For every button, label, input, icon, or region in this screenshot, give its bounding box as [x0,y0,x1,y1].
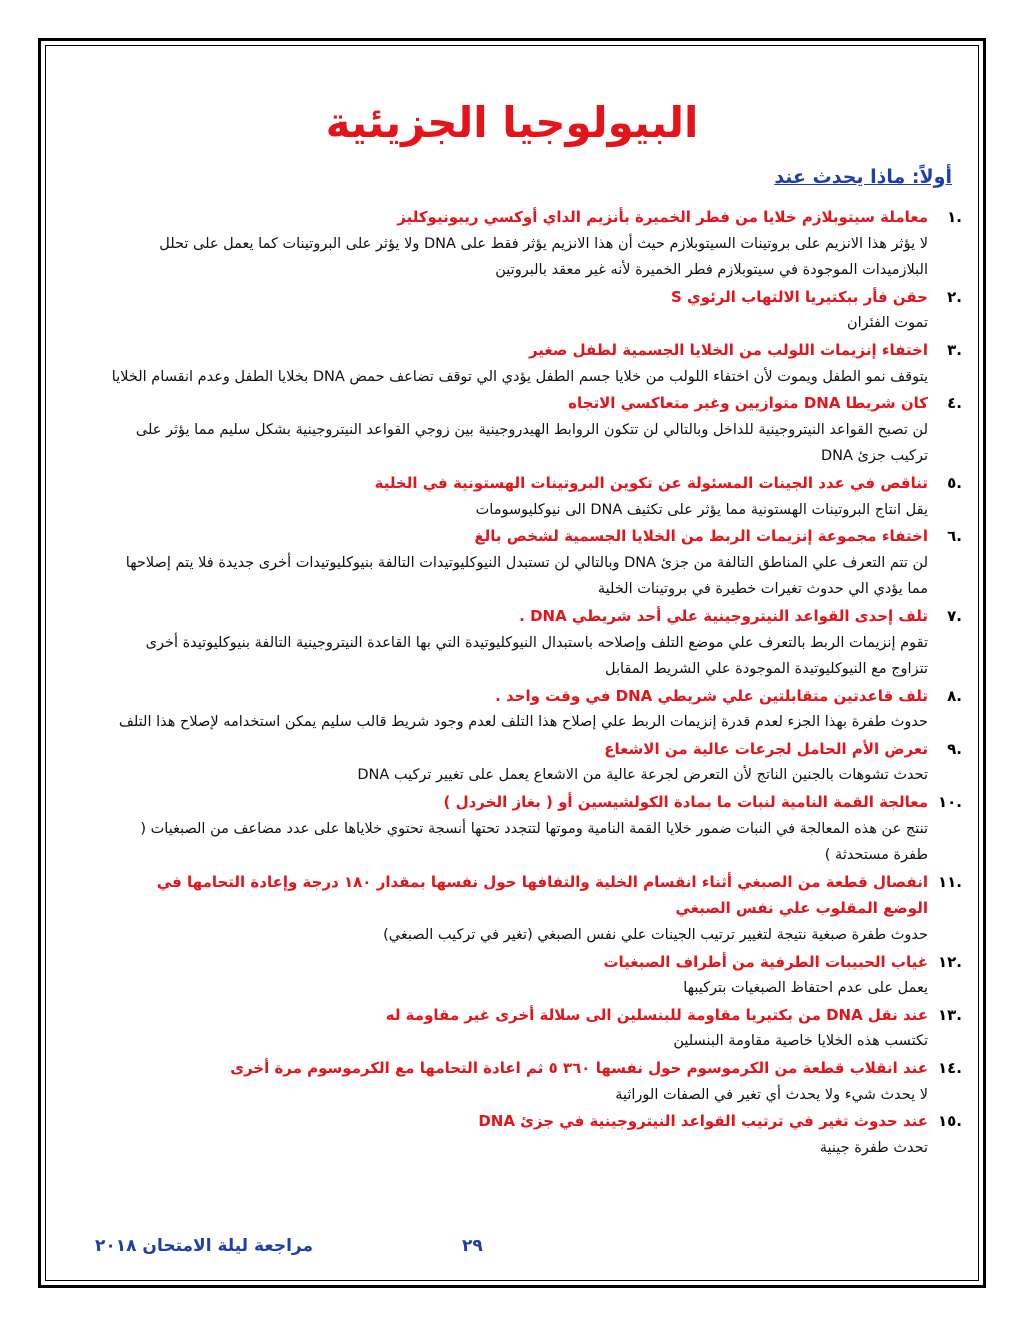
page-title: البيولوجيا الجزيئية [325,98,699,147]
item-question-row [110,949,962,976]
item-question-row [110,470,962,497]
list-item [110,683,962,736]
item-question-row [110,523,962,550]
item-answer: لن تصبح القواعد النيتروجينية للداخل وبالتالي لن تتكون الروابط الهيدروجينية بين زوجي القواعد النيتروجينية بشكل سليم مما يؤثر على تركيب جزئ DNA [135,421,928,465]
list-item [110,390,962,470]
item-number: .٤ [947,394,962,413]
item-question-row [110,1002,962,1029]
item-number: .٦ [947,527,962,546]
item-question-row [110,683,962,710]
item-number: .٢ [947,287,962,306]
item-number: .١٣ [937,1005,962,1024]
item-answer: يعمل على عدم احتفاظ الصبغيات بتركيبها [683,980,928,997]
item-answer: يقل انتاج البروتينات الهستونية مما يؤثر على تكثيف DNA الى نيوكليوسومات [475,501,928,518]
item-question: كان شريطا DNA متوازيين وغير متعاكسي الاتجاه [568,394,928,413]
list-item [110,603,962,683]
item-question: تناقص في عدد الجينات المسئولة عن تكوين البروتينات الهستونية في الخلية [374,473,928,492]
item-answer: حدوث طفرة صبغية نتيجة لتغيير ترتيب الجينات علي نفس الصبغي (تغير في تركيب الصبغي) [383,927,928,944]
list-item [110,949,962,1002]
item-question-row [110,869,962,922]
item-answer: تقوم إنزيمات الربط بالتعرف علي موضع التلف وإصلاحه باستبدال النيوكليوتيدة التي بها القاعدة النيتروجينية التالفة بنيوكليوتيدة أخرى تتزاوج مع النيوكليوتيدة الموجودة علي الشريط المقابل [145,634,928,678]
item-question: تعرض الأم الحامل لجرعات عالية من الاشعاع [604,739,928,758]
item-number: .١٠ [937,793,962,812]
item-answer: يتوقف نمو الطفل ويموت لأن اختفاء اللولب من خلايا جسم الطفل يؤدي الي توقف تضاعف حمض DNA بخلايا الطفل وعدم انقسام الخلايا [111,368,928,385]
item-question-row [110,1055,962,1082]
item-number: .٩ [947,739,962,758]
item-question: عند انقلاب قطعة من الكرموسوم حول نفسها ٣٦٠ ٥ ثم اعادة التحامها مع الكرموسوم مرة أخرى [230,1059,928,1077]
item-answer: لا يحدث شيء ولا يحدث أي تغير في الصفات الوراثية [615,1086,928,1103]
item-question: عند نقل DNA من بكتيريا مقاومة للبنسلين الى سلالة أخرى غير مقاومة له [385,1005,928,1024]
list-item [110,736,962,789]
item-answer: لن تتم التعرف علي المناطق التالفة من جزئ DNA وبالتالي لن تستبدل النيوكليوتيدات التالفة بنيوكليوتيدات أخرى جديدة فلا يتم إصلاحها مما يؤدي الي حدوث تغيرات خطيرة في بروتينات الخلية [125,554,928,598]
list-item [110,470,962,523]
item-question-row [110,1108,962,1135]
item-answer: تنتج عن هذه المعالجة في النبات ضمور خلايا القمة النامية وموتها لتتجدد تحتها أنسجة تحتوي خلاياها على عدد مضاعف من الصبغيات ( طفرة مستحدثة ) [140,820,928,864]
item-question-row [110,789,962,816]
item-number: .٣ [947,340,962,359]
item-answer: حدوث طفرة بهذا الجزء لعدم قدرة إنزيمات الربط علي إصلاح هذا التلف لعدم وجود شريط قالب سليم يمكن استخدامه لإصلاح هذا التلف [118,714,928,731]
item-answer: تكتسب هذه الخلايا خاصية مقاومة البنسلين [673,1033,928,1050]
item-question: تلف قاعدتين متقابلتين علي شريطي DNA في وقت واحد . [495,686,928,705]
item-question: غياب الحبيبات الطرفية من أطراف الصبغيات [603,952,928,971]
item-number: .١٢ [937,952,962,971]
item-question: معاملة سيتوبلازم خلايا من فطر الخميرة بأنزيم الداي أوكسي ريبونيوكليز [397,208,928,226]
item-question: تلف إحدى القواعد النيتروجينية علي أحد شريطي DNA . [519,606,928,625]
item-question-row [110,284,962,311]
section-heading: أولاً: ماذا يحدث عند [774,166,952,188]
item-question-row [110,337,962,364]
list-item [110,869,962,949]
item-question-row [110,603,962,630]
item-question: اختفاء إنزيمات اللولب من الخلايا الجسمية لطفل صغير [528,340,928,359]
item-question-row [110,390,962,417]
question-list [110,204,962,1161]
list-item [110,789,962,869]
footer-label: مراجعة ليلة الامتحان ٢٠١٨ [95,1236,314,1256]
list-item [110,1002,962,1055]
item-number: .٧ [947,606,962,625]
list-item [110,284,962,337]
item-number: .١ [947,208,962,226]
item-answer: تحدث طفرة جينية [819,1139,928,1156]
item-question: معالجة القمة النامية لنبات ما بمادة الكولشيسين أو ( بغاز الخردل ) [443,793,928,812]
item-answer: تحدث تشوهات بالجنين الناتج لأن التعرض لجرعة عالية من الاشعاع يعمل على تغيير تركيب DNA [357,767,928,784]
item-number: .١٤ [937,1059,962,1077]
item-question: انفصال قطعة من الصبغي أثناء انقسام الخلية والتفافها حول نفسها بمقدار ١٨٠ درجة وإعادة التحامها في الوضع المقلوب علي نفس الصبغي [156,872,928,918]
item-number: .١٥ [937,1112,962,1131]
item-question: عند حدوث تغير في ترتيب القواعد النيتروجينية في جزئ DNA [478,1112,928,1131]
item-question: اختفاء مجموعة إنزيمات الربط من الخلايا الجسمية لشخص بالغ [474,527,928,546]
item-number: .٨ [947,686,962,705]
page-number: ٢٩ [462,1236,483,1256]
item-question-row [110,736,962,763]
item-answer: تموت الفئران [846,315,928,332]
list-item [110,1055,962,1108]
list-item [110,1108,962,1161]
list-item [110,204,962,284]
item-question: حقن فأر ببكتيريا الالتهاب الرئوي S [670,287,928,306]
item-number: .٥ [947,473,962,492]
item-answer: لا يؤثر هذا الانزيم على بروتينات السيتوبلازم حيث أن هذا الانزيم يؤثر فقط على DNA ولا يؤثر على البروتينات كما يعمل على تحلل البلازميدات الموجودة في سيتوبلازم فطر الخميرة لأنه غير معقد بالبروتين [159,235,928,279]
list-item [110,523,962,603]
list-item [110,337,962,390]
item-question-row [110,204,962,231]
item-number: .١١ [937,872,962,891]
